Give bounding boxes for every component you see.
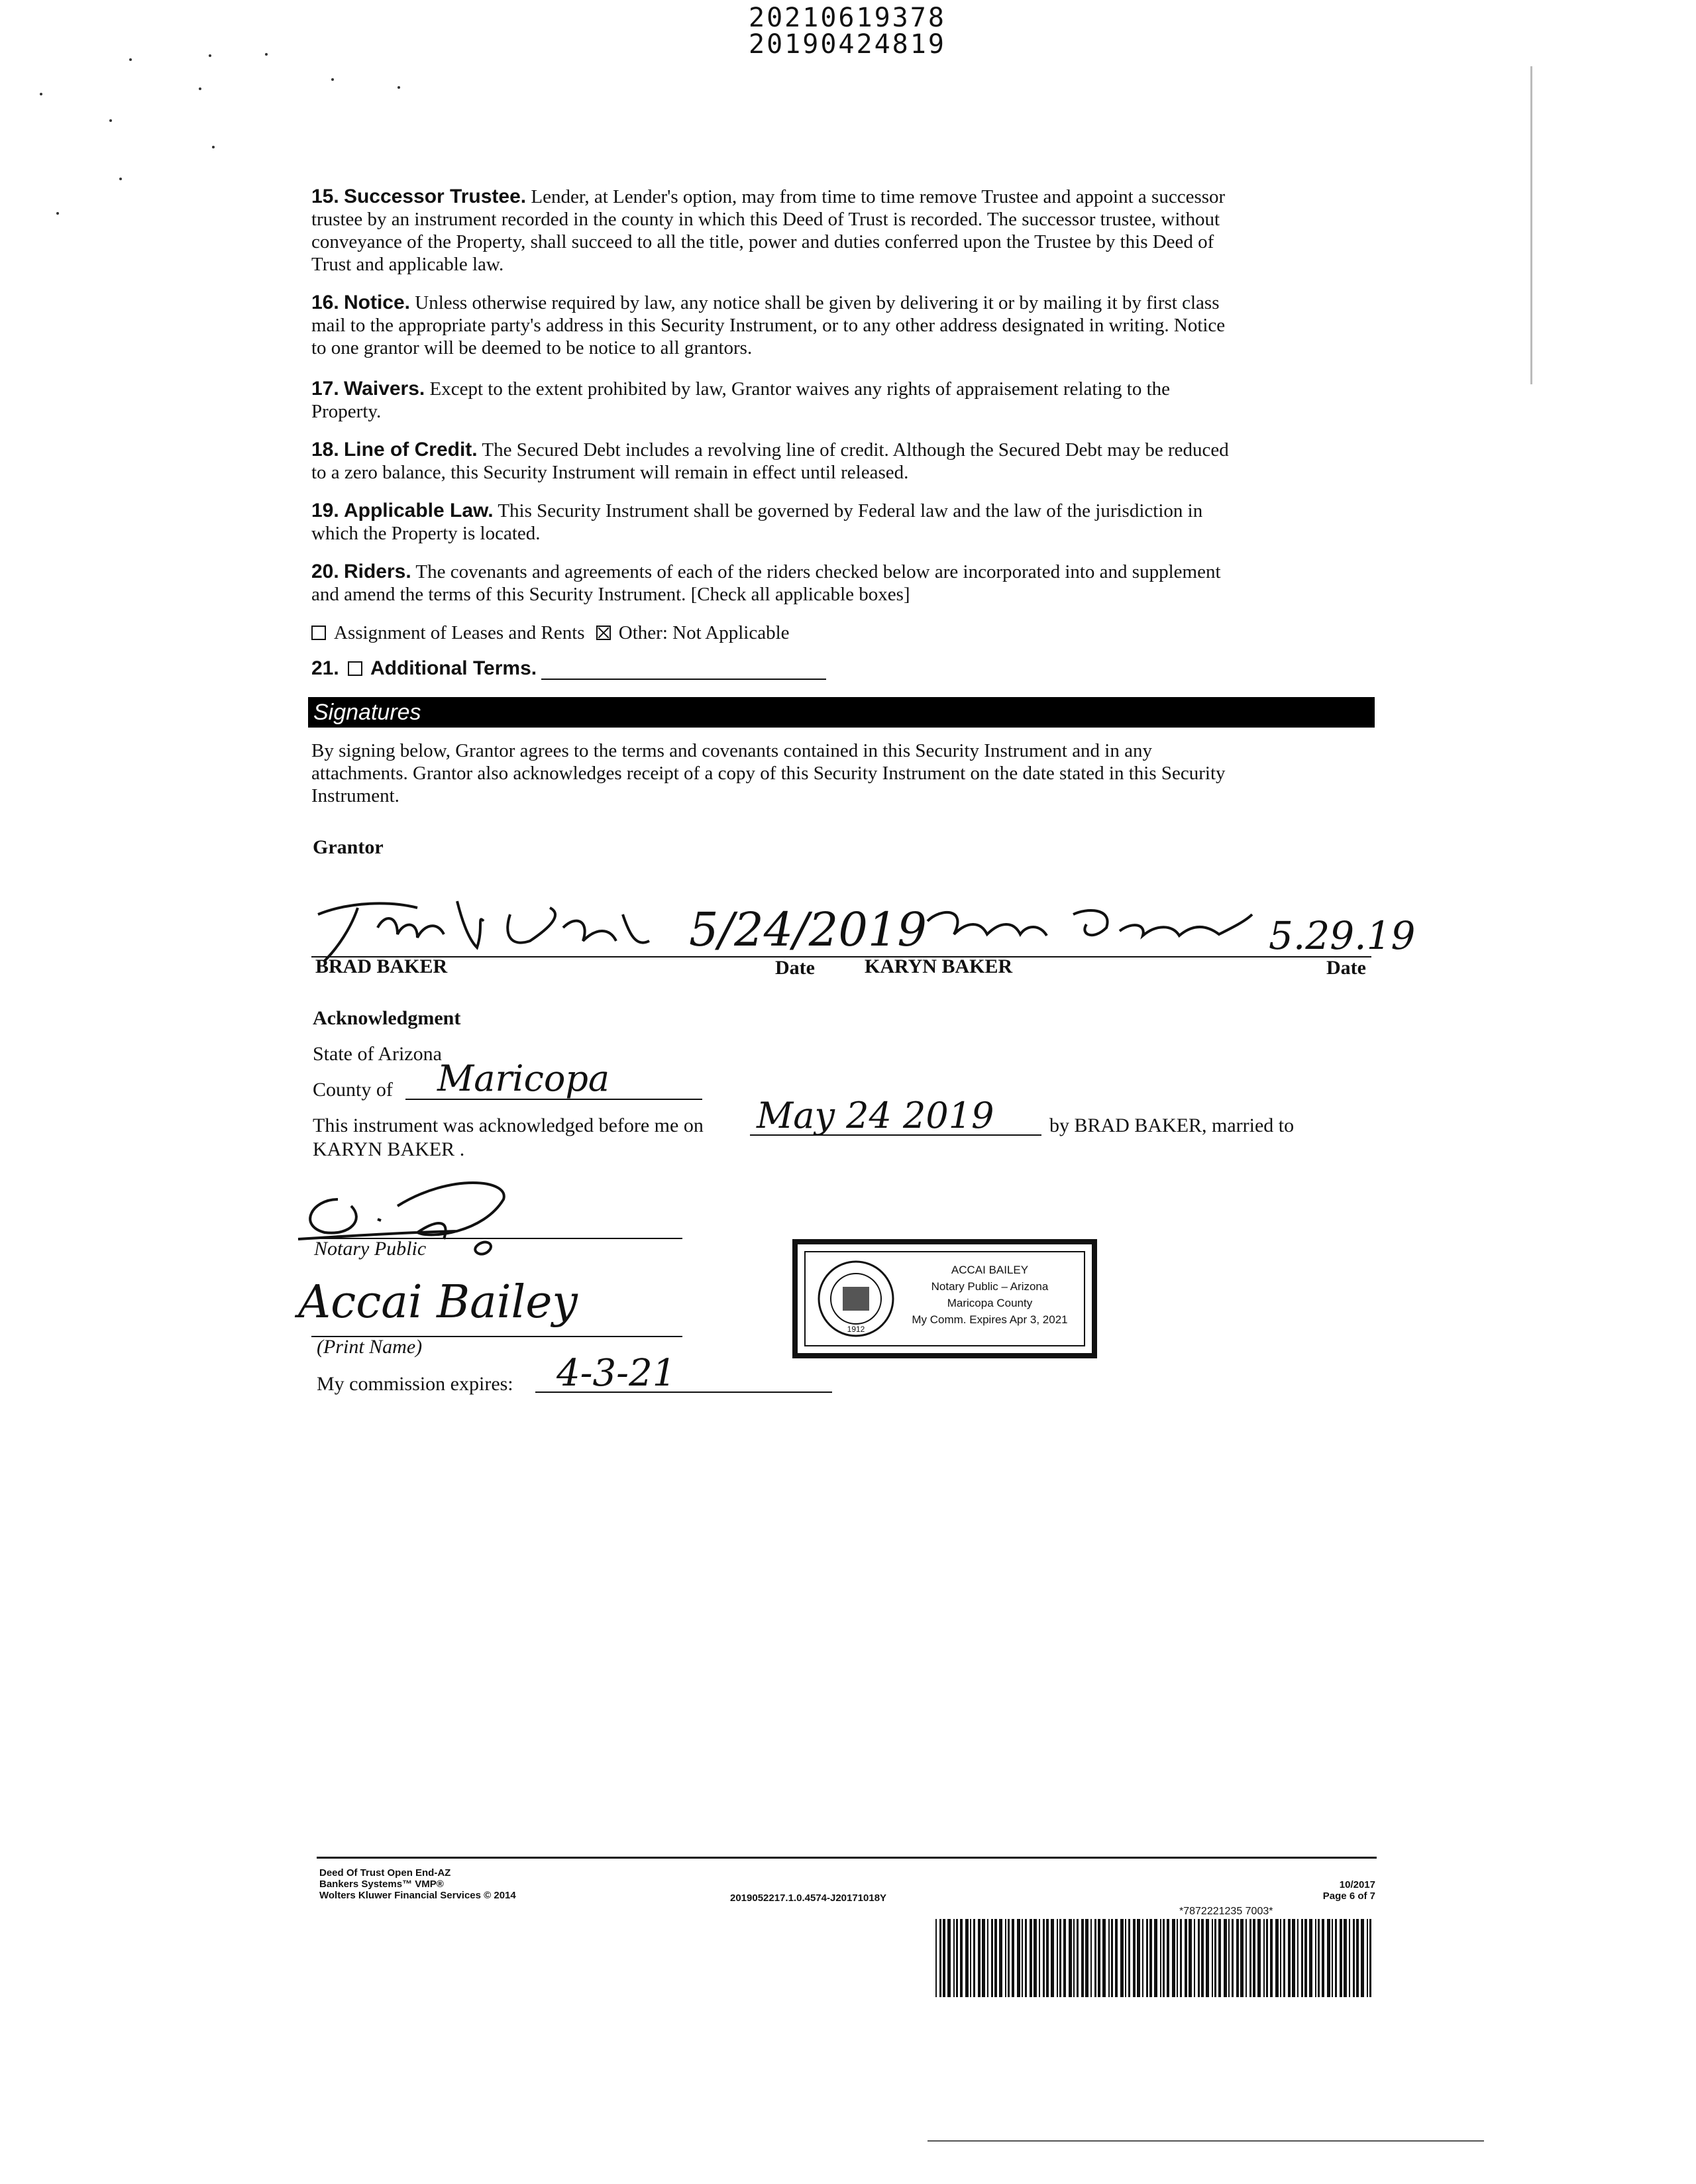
barcode-bar (991, 1919, 993, 1997)
barcode-bar (965, 1919, 969, 1997)
section-18-line: to a zero balance, this Security Instrument will remain in effect until released. (311, 462, 909, 483)
barcode-bar (1288, 1919, 1291, 1997)
barcode-bar (1098, 1919, 1100, 1997)
barcode-bar (1322, 1919, 1324, 1997)
section-17-title: Waivers. (343, 378, 425, 400)
by-text-2: KARYN BAKER . (313, 1138, 465, 1160)
barcode-bar (1185, 1919, 1187, 1997)
riders-row (311, 622, 1371, 644)
barcode-bar (1353, 1919, 1355, 1997)
barcode-bar (1005, 1919, 1006, 1997)
scan-speck (199, 87, 201, 90)
other-checkbox[interactable] (596, 626, 611, 640)
barcode-bar (978, 1919, 980, 1997)
barcode-bar (1189, 1919, 1192, 1997)
barcode-bar (1301, 1919, 1303, 1997)
barcode-bar (1125, 1919, 1126, 1997)
barcode-bar (999, 1919, 1002, 1997)
barcode-bar (1309, 1919, 1312, 1997)
notary-stamp (792, 1239, 1097, 1358)
grantor-label: Grantor (313, 836, 384, 858)
additional-terms-blank (541, 660, 826, 680)
svg-text:1912: 1912 (847, 1325, 865, 1334)
barcode-bar (1146, 1919, 1148, 1997)
signatures-text (311, 739, 1371, 807)
scan-speck (265, 53, 268, 56)
barcode-bar (956, 1919, 958, 1997)
section-20-number: 20. (311, 561, 339, 582)
county-hand: Maricopa (437, 1058, 610, 1099)
barcode-bar (1201, 1919, 1204, 1997)
print-name-hand: Accai Bailey (298, 1276, 578, 1329)
section-21 (311, 657, 1371, 680)
barcode-bar (1137, 1919, 1140, 1997)
notary-label: Notary Public (314, 1238, 427, 1260)
barcode-bar (1232, 1919, 1234, 1997)
barcode-bar (1022, 1919, 1023, 1997)
barcode-bar (1034, 1919, 1037, 1997)
signer1-date-label: Date (775, 957, 815, 979)
section-15 (311, 186, 1371, 276)
stamp-line-expires: My Comm. Expires Apr 3, 2021 (912, 1313, 1068, 1326)
by-text: by BRAD BAKER, married to (1049, 1115, 1295, 1136)
barcode-bar (1257, 1919, 1261, 1997)
barcode-bar (1349, 1919, 1350, 1997)
barcode-bar (1218, 1919, 1221, 1997)
barcode-bar (1214, 1919, 1216, 1997)
barcode-bar (1059, 1919, 1061, 1997)
print-name-label: (Print Name) (317, 1336, 423, 1358)
section-20-line: and amend the terms of this Security Instrument. [Check all applicable boxes] (311, 584, 910, 605)
barcode-bar (1266, 1919, 1268, 1997)
section-19-title: Applicable Law. (343, 500, 494, 521)
section-15-line: conveyance of the Property, shall succeed to all the title, power and duties conferred upon the Trustee by this Deed of (311, 231, 1214, 252)
footer-left-line: Bankers Systems™ VMP® (319, 1879, 444, 1890)
barcode-bar (1263, 1919, 1265, 1997)
barcode (935, 1919, 1375, 1997)
karyn-baker-signature (914, 895, 1259, 961)
barcode-bar (1304, 1919, 1307, 1997)
barcode-bar (1297, 1919, 1298, 1997)
section-16-line: to one grantor will be deemed to be notice to all grantors. (311, 337, 753, 358)
barcode-bar (1128, 1919, 1130, 1997)
assignment-label: Assignment of Leases and Rents (334, 622, 585, 643)
barcode-bar (953, 1919, 955, 1997)
section-15-line: Trust and applicable law. (311, 254, 504, 275)
section-16 (311, 292, 1371, 359)
barcode-bar (1180, 1919, 1182, 1997)
section-19 (311, 500, 1371, 545)
signer2-date-label: Date (1326, 957, 1366, 979)
barcode-bar (1198, 1919, 1200, 1997)
section-15-title: Successor Trustee. (343, 186, 527, 207)
section-16-line: mail to the appropriate party's address in this Security Instrument, or to any other address designated in writing. Notice (311, 315, 1226, 336)
footer-right-line: 10/2017 (1339, 1879, 1375, 1890)
barcode-bar (1149, 1919, 1152, 1997)
recording-number-1: 20210619378 (749, 3, 946, 33)
assignment-checkbox[interactable] (311, 626, 326, 640)
barcode-bar (1030, 1919, 1032, 1997)
barcode-bar (1081, 1919, 1084, 1997)
section-20-title: Riders. (343, 561, 411, 582)
brad-baker-date-hand: 5/24/2019 (689, 902, 927, 957)
barcode-bar (1102, 1919, 1106, 1997)
section-21-title: Additional Terms. (370, 657, 537, 679)
other-label: Other: Not Applicable (618, 622, 790, 643)
barcode-bar (1335, 1919, 1337, 1997)
barcode-bar (1025, 1919, 1027, 1997)
barcode-bar (1344, 1919, 1347, 1997)
scan-speck (331, 78, 334, 81)
barcode-bar (1318, 1919, 1320, 1997)
stamp-line-county: Maricopa County (947, 1297, 1033, 1309)
acknowledged-date-hand: May 24 2019 (757, 1095, 994, 1136)
barcode-bar (1253, 1919, 1255, 1997)
barcode-bar (935, 1919, 937, 1997)
section-19-line: This Security Instrument shall be governed by Federal law and the law of the jurisdiction in (498, 500, 1203, 521)
signatures-line: Instrument. (311, 785, 399, 806)
section-20 (311, 561, 1371, 606)
barcode-bar (1111, 1919, 1113, 1997)
barcode-bar (1177, 1919, 1178, 1997)
barcode-bar (987, 1919, 988, 1997)
barcode-bar (1142, 1919, 1143, 1997)
barcode-bar (1085, 1919, 1088, 1997)
expires-hand: 4-3-21 (556, 1352, 676, 1395)
barcode-bar (1133, 1919, 1136, 1997)
barcode-bar (1069, 1919, 1072, 1997)
footer-rule (317, 1857, 1377, 1859)
section-18-line: The Secured Debt includes a revolving line of credit. Although the Secured Debt may be reduced (482, 439, 1229, 461)
barcode-bar (1275, 1919, 1279, 1997)
state-seal-icon (816, 1259, 896, 1338)
expires-label: My commission expires: (317, 1373, 513, 1395)
signatures-line: By signing below, Grantor agrees to the terms and covenants contained in this Security Instrument and in any (311, 740, 1152, 761)
barcode-bar (943, 1919, 945, 1997)
barcode-bar (1108, 1919, 1110, 1997)
recording-number-2: 20190424819 (749, 29, 946, 60)
barcode-bar (1017, 1919, 1020, 1997)
footer-center: 2019052217.1.0.4574-J20171018Y (730, 1892, 887, 1904)
scan-speck (129, 58, 132, 61)
section-18 (311, 439, 1371, 484)
scan-speck (398, 86, 400, 89)
barcode-bar (1249, 1919, 1251, 1997)
section-19-line: which the Property is located. (311, 523, 541, 544)
section-19-number: 19. (311, 500, 339, 521)
barcode-bar (1172, 1919, 1175, 1997)
signer2-name: KARYN BAKER (865, 956, 1013, 977)
notary-stamp-text (897, 1262, 1083, 1328)
barcode-bar (1194, 1919, 1195, 1997)
barcode-bar (1090, 1919, 1092, 1997)
bottom-scan-line (928, 2140, 1484, 2142)
barcode-bar (960, 1919, 963, 1997)
barcode-bar (1283, 1919, 1285, 1997)
karyn-baker-date-hand: 5.29.19 (1269, 913, 1416, 958)
signatures-line: attachments. Grantor also acknowledges receipt of a copy of this Security Instrument on the date stated in this Security (311, 763, 1226, 784)
stamp-line-title: Notary Public – Arizona (931, 1280, 1049, 1293)
barcode-bar (1356, 1919, 1359, 1997)
section-17-line: Except to the extent prohibited by law, Grantor waives any rights of appraisement relating to the (429, 378, 1171, 400)
barcode-bar (1063, 1919, 1066, 1997)
scan-speck (212, 146, 215, 148)
barcode-bar (1212, 1919, 1213, 1997)
barcode-bar (1327, 1919, 1330, 1997)
section-15-line: trustee by an instrument recorded in the county in which this Deed of Trust is recorded. The successor trustee, without (311, 209, 1220, 230)
barcode-bar (1367, 1919, 1368, 1997)
signer1-name: BRAD BAKER (315, 956, 448, 977)
barcode-bar (1280, 1919, 1281, 1997)
section-18-number: 18. (311, 439, 339, 461)
section-15-number: 15. (311, 186, 339, 207)
section-18-title: Line of Credit. (343, 439, 478, 461)
barcode-bar (1046, 1919, 1049, 1997)
brad-baker-signature (311, 875, 682, 967)
scan-edge-line (1530, 66, 1532, 384)
barcode-bar (947, 1919, 951, 1997)
acknowledgment-title: Acknowledgment (313, 1007, 461, 1029)
barcode-bar (1008, 1919, 1010, 1997)
barcode-bar (1115, 1919, 1118, 1997)
barcode-bar (1340, 1919, 1342, 1997)
barcode-bar (1369, 1919, 1371, 1997)
barcode-bar (1240, 1919, 1244, 1997)
section-16-number: 16. (311, 292, 339, 313)
barcode-bar (939, 1919, 941, 1997)
barcode-bar (1332, 1919, 1333, 1997)
barcode-bar (1224, 1919, 1227, 1997)
section-17-line: Property. (311, 401, 382, 422)
barcode-bar (1236, 1919, 1239, 1997)
barcode-text: *7872221235 7003* (1179, 1906, 1273, 1917)
barcode-bar (1094, 1919, 1096, 1997)
section-21-number: 21. (311, 657, 339, 679)
footer-right-line: Page 6 of 7 (1322, 1890, 1375, 1902)
barcode-bar (1292, 1919, 1295, 1997)
barcode-bar (1315, 1919, 1316, 1997)
barcode-bar (1160, 1919, 1161, 1997)
scan-speck (56, 212, 59, 215)
scan-speck (209, 54, 211, 57)
scan-speck (119, 178, 122, 180)
signatures-header: Signatures (308, 697, 1375, 728)
barcode-bar (1120, 1919, 1124, 1997)
barcode-bar (1057, 1919, 1058, 1997)
scan-speck (109, 119, 112, 122)
barcode-bar (1154, 1919, 1157, 1997)
barcode-bar (970, 1919, 971, 1997)
footer-right (1259, 1879, 1375, 1902)
footer-left (319, 1867, 516, 1901)
barcode-bar (1077, 1919, 1079, 1997)
section-20-line: The covenants and agreements of each of the riders checked below are incorporated into and supplement (415, 561, 1221, 582)
barcode-bar (1051, 1919, 1054, 1997)
instrument-text: This instrument was acknowledged before me on (313, 1115, 704, 1136)
state-text: State of Arizona (313, 1043, 442, 1065)
barcode-bar (1012, 1919, 1014, 1997)
section-16-line: Unless otherwise required by law, any notice shall be given by delivering it or by mailing it by first class (415, 292, 1220, 313)
barcode-bar (1043, 1919, 1045, 1997)
county-label: County of (313, 1079, 393, 1101)
section-17-number: 17. (311, 378, 339, 400)
barcode-bar (982, 1919, 985, 1997)
barcode-bar (1073, 1919, 1075, 1997)
barcode-bar (1246, 1919, 1247, 1997)
barcode-bar (1167, 1919, 1169, 1997)
additional-terms-checkbox[interactable] (348, 661, 362, 676)
footer-left-line: Wolters Kluwer Financial Services © 2014 (319, 1890, 516, 1901)
barcode-bar (1206, 1919, 1209, 1997)
scan-speck (40, 93, 42, 95)
barcode-bar (1361, 1919, 1364, 1997)
section-15-line: Lender, at Lender's option, may from time to time remove Trustee and appoint a successor (531, 186, 1226, 207)
barcode-bar (973, 1919, 975, 1997)
barcode-bar (1163, 1919, 1165, 1997)
section-16-title: Notice. (343, 292, 410, 313)
stamp-line-name: ACCAI BAILEY (951, 1264, 1029, 1276)
barcode-bar (1228, 1919, 1230, 1997)
footer-left-line: Deed Of Trust Open End-AZ (319, 1867, 451, 1879)
barcode-bar (1039, 1919, 1040, 1997)
barcode-bar (994, 1919, 997, 1997)
section-17 (311, 378, 1371, 423)
barcode-bar (1270, 1919, 1273, 1997)
